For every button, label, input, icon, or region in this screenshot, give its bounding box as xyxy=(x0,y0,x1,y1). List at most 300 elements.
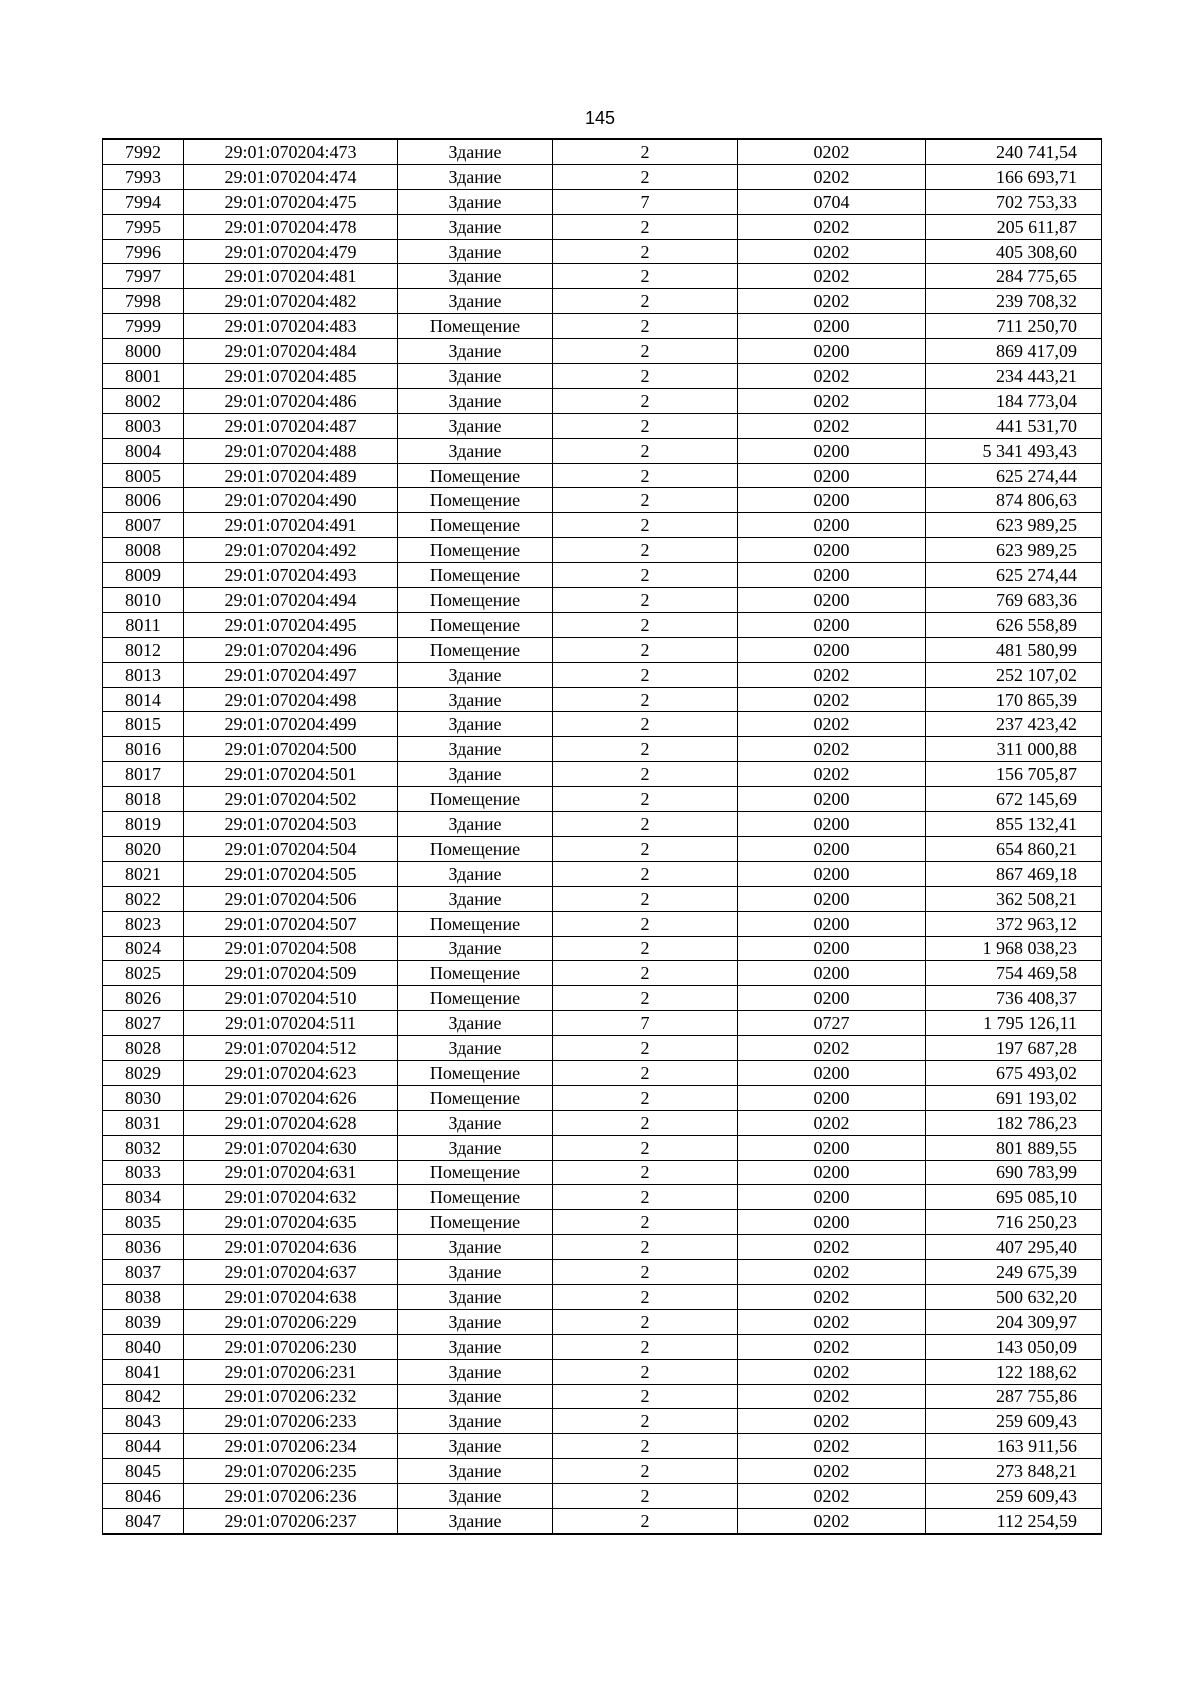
group-cell: 2 xyxy=(553,712,738,737)
code-cell: 0200 xyxy=(738,961,926,986)
object-type-cell: Здание xyxy=(398,339,553,364)
value-cell: 754 469,58 xyxy=(926,961,1102,986)
table-row xyxy=(103,164,1102,189)
table-row xyxy=(103,1210,1102,1235)
code-cell: 0202 xyxy=(738,388,926,413)
value-cell: 1 795 126,11 xyxy=(926,1011,1102,1036)
table-row xyxy=(103,588,1102,613)
object-type-cell: Здание xyxy=(398,164,553,189)
code-cell: 0202 xyxy=(738,239,926,264)
group-cell: 2 xyxy=(553,1384,738,1409)
cadastral-number-cell: 29:01:070204:481 xyxy=(184,264,398,289)
row-number-cell: 8003 xyxy=(103,413,184,438)
cadastral-number-cell: 29:01:070204:505 xyxy=(184,861,398,886)
row-number-cell: 7996 xyxy=(103,239,184,264)
row-number-cell: 8014 xyxy=(103,687,184,712)
code-cell: 0202 xyxy=(738,364,926,389)
value-cell: 362 508,21 xyxy=(926,886,1102,911)
group-cell: 2 xyxy=(553,1060,738,1085)
row-number-cell: 7998 xyxy=(103,289,184,314)
cadastral-number-cell: 29:01:070206:232 xyxy=(184,1384,398,1409)
value-cell: 234 443,21 xyxy=(926,364,1102,389)
group-cell: 2 xyxy=(553,1185,738,1210)
row-number-cell: 8037 xyxy=(103,1260,184,1285)
row-number-cell: 8010 xyxy=(103,588,184,613)
value-cell: 690 783,99 xyxy=(926,1160,1102,1185)
object-type-cell: Помещение xyxy=(398,1160,553,1185)
group-cell: 2 xyxy=(553,1484,738,1509)
table-row xyxy=(103,289,1102,314)
cadastral-number-cell: 29:01:070204:637 xyxy=(184,1260,398,1285)
table-row xyxy=(103,1085,1102,1110)
value-cell: 249 675,39 xyxy=(926,1260,1102,1285)
cadastral-number-cell: 29:01:070204:475 xyxy=(184,189,398,214)
group-cell: 2 xyxy=(553,289,738,314)
object-type-cell: Здание xyxy=(398,886,553,911)
code-cell: 0200 xyxy=(738,538,926,563)
table-row xyxy=(103,662,1102,687)
value-cell: 869 417,09 xyxy=(926,339,1102,364)
code-cell: 0202 xyxy=(738,1384,926,1409)
row-number-cell: 8011 xyxy=(103,612,184,637)
group-cell: 2 xyxy=(553,1235,738,1260)
code-cell: 0200 xyxy=(738,563,926,588)
value-cell: 143 050,09 xyxy=(926,1334,1102,1359)
object-type-cell: Здание xyxy=(398,239,553,264)
object-type-cell: Здание xyxy=(398,936,553,961)
group-cell: 2 xyxy=(553,538,738,563)
code-cell: 0202 xyxy=(738,1110,926,1135)
value-cell: 623 989,25 xyxy=(926,513,1102,538)
cadastral-number-cell: 29:01:070204:489 xyxy=(184,463,398,488)
object-type-cell: Здание xyxy=(398,712,553,737)
code-cell: 0200 xyxy=(738,463,926,488)
object-type-cell: Здание xyxy=(398,364,553,389)
cadastral-number-cell: 29:01:070204:623 xyxy=(184,1060,398,1085)
value-cell: 287 755,86 xyxy=(926,1384,1102,1409)
cadastral-number-cell: 29:01:070204:494 xyxy=(184,588,398,613)
object-type-cell: Здание xyxy=(398,1309,553,1334)
value-cell: 711 250,70 xyxy=(926,314,1102,339)
object-type-cell: Здание xyxy=(398,1359,553,1384)
code-cell: 0202 xyxy=(738,1459,926,1484)
row-number-cell: 8019 xyxy=(103,812,184,837)
row-number-cell: 8009 xyxy=(103,563,184,588)
row-number-cell: 8001 xyxy=(103,364,184,389)
row-number-cell: 8002 xyxy=(103,388,184,413)
row-number-cell: 8043 xyxy=(103,1409,184,1434)
object-type-cell: Помещение xyxy=(398,1085,553,1110)
table-row xyxy=(103,936,1102,961)
cadastral-number-cell: 29:01:070204:490 xyxy=(184,488,398,513)
value-cell: 182 786,23 xyxy=(926,1110,1102,1135)
row-number-cell: 8022 xyxy=(103,886,184,911)
code-cell: 0200 xyxy=(738,637,926,662)
row-number-cell: 8039 xyxy=(103,1309,184,1334)
row-number-cell: 8040 xyxy=(103,1334,184,1359)
table-row xyxy=(103,189,1102,214)
group-cell: 2 xyxy=(553,986,738,1011)
object-type-cell: Здание xyxy=(398,812,553,837)
code-cell: 0200 xyxy=(738,911,926,936)
table-row xyxy=(103,762,1102,787)
code-cell: 0202 xyxy=(738,1508,926,1533)
code-cell: 0200 xyxy=(738,886,926,911)
value-cell: 874 806,63 xyxy=(926,488,1102,513)
table-row xyxy=(103,339,1102,364)
group-cell: 2 xyxy=(553,1284,738,1309)
table-row xyxy=(103,488,1102,513)
table-row xyxy=(103,1135,1102,1160)
cadastral-number-cell: 29:01:070204:483 xyxy=(184,314,398,339)
table-body xyxy=(103,139,1102,1534)
object-type-cell: Здание xyxy=(398,762,553,787)
group-cell: 2 xyxy=(553,1110,738,1135)
table-row xyxy=(103,1434,1102,1459)
row-number-cell: 8023 xyxy=(103,911,184,936)
code-cell: 0200 xyxy=(738,1135,926,1160)
value-cell: 625 274,44 xyxy=(926,563,1102,588)
group-cell: 2 xyxy=(553,787,738,812)
table-row xyxy=(103,637,1102,662)
group-cell: 2 xyxy=(553,364,738,389)
value-cell: 654 860,21 xyxy=(926,836,1102,861)
code-cell: 0202 xyxy=(738,214,926,239)
cadastral-number-cell: 29:01:070204:504 xyxy=(184,836,398,861)
group-cell: 2 xyxy=(553,463,738,488)
code-cell: 0200 xyxy=(738,314,926,339)
value-cell: 239 708,32 xyxy=(926,289,1102,314)
value-cell: 675 493,02 xyxy=(926,1060,1102,1085)
object-type-cell: Помещение xyxy=(398,463,553,488)
value-cell: 205 611,87 xyxy=(926,214,1102,239)
table-row xyxy=(103,264,1102,289)
row-number-cell: 8008 xyxy=(103,538,184,563)
row-number-cell: 8016 xyxy=(103,737,184,762)
group-cell: 2 xyxy=(553,339,738,364)
group-cell: 2 xyxy=(553,513,738,538)
row-number-cell: 8047 xyxy=(103,1508,184,1533)
table-row xyxy=(103,139,1102,164)
table-row xyxy=(103,612,1102,637)
code-cell: 0200 xyxy=(738,787,926,812)
group-cell: 2 xyxy=(553,762,738,787)
value-cell: 441 531,70 xyxy=(926,413,1102,438)
value-cell: 204 309,97 xyxy=(926,1309,1102,1334)
object-type-cell: Здание xyxy=(398,1260,553,1285)
code-cell: 0200 xyxy=(738,1060,926,1085)
value-cell: 259 609,43 xyxy=(926,1409,1102,1434)
object-type-cell: Здание xyxy=(398,264,553,289)
object-type-cell: Помещение xyxy=(398,1210,553,1235)
cadastral-number-cell: 29:01:070206:237 xyxy=(184,1508,398,1533)
object-type-cell: Здание xyxy=(398,687,553,712)
object-type-cell: Помещение xyxy=(398,986,553,1011)
object-type-cell: Здание xyxy=(398,1284,553,1309)
cadastral-number-cell: 29:01:070204:484 xyxy=(184,339,398,364)
table-row xyxy=(103,687,1102,712)
row-number-cell: 8007 xyxy=(103,513,184,538)
code-cell: 0202 xyxy=(738,1235,926,1260)
cadastral-number-cell: 29:01:070204:499 xyxy=(184,712,398,737)
row-number-cell: 7992 xyxy=(103,139,184,164)
code-cell: 0202 xyxy=(738,1260,926,1285)
cadastral-number-cell: 29:01:070204:509 xyxy=(184,961,398,986)
code-cell: 0200 xyxy=(738,836,926,861)
code-cell: 0202 xyxy=(738,139,926,164)
object-type-cell: Помещение xyxy=(398,538,553,563)
group-cell: 2 xyxy=(553,413,738,438)
cadastral-number-cell: 29:01:070206:234 xyxy=(184,1434,398,1459)
table-row xyxy=(103,438,1102,463)
code-cell: 0202 xyxy=(738,413,926,438)
row-number-cell: 8029 xyxy=(103,1060,184,1085)
code-cell: 0202 xyxy=(738,1409,926,1434)
cadastral-number-cell: 29:01:070204:630 xyxy=(184,1135,398,1160)
table-row xyxy=(103,1185,1102,1210)
cadastral-number-cell: 29:01:070204:500 xyxy=(184,737,398,762)
cadastral-number-cell: 29:01:070204:492 xyxy=(184,538,398,563)
row-number-cell: 8030 xyxy=(103,1085,184,1110)
cadastral-value-table xyxy=(102,138,1102,1535)
row-number-cell: 8004 xyxy=(103,438,184,463)
group-cell: 2 xyxy=(553,612,738,637)
cadastral-number-cell: 29:01:070204:478 xyxy=(184,214,398,239)
object-type-cell: Помещение xyxy=(398,911,553,936)
value-cell: 500 632,20 xyxy=(926,1284,1102,1309)
group-cell: 2 xyxy=(553,1508,738,1533)
object-type-cell: Помещение xyxy=(398,961,553,986)
object-type-cell: Здание xyxy=(398,1409,553,1434)
object-type-cell: Здание xyxy=(398,388,553,413)
table-row xyxy=(103,1309,1102,1334)
value-cell: 284 775,65 xyxy=(926,264,1102,289)
value-cell: 240 741,54 xyxy=(926,139,1102,164)
code-cell: 0202 xyxy=(738,1309,926,1334)
object-type-cell: Помещение xyxy=(398,836,553,861)
value-cell: 156 705,87 xyxy=(926,762,1102,787)
value-cell: 626 558,89 xyxy=(926,612,1102,637)
group-cell: 2 xyxy=(553,1135,738,1160)
row-number-cell: 8028 xyxy=(103,1036,184,1061)
object-type-cell: Здание xyxy=(398,1135,553,1160)
table-row xyxy=(103,961,1102,986)
group-cell: 2 xyxy=(553,1085,738,1110)
code-cell: 0200 xyxy=(738,1185,926,1210)
row-number-cell: 8031 xyxy=(103,1110,184,1135)
row-number-cell: 8012 xyxy=(103,637,184,662)
cadastral-number-cell: 29:01:070206:230 xyxy=(184,1334,398,1359)
value-cell: 237 423,42 xyxy=(926,712,1102,737)
code-cell: 0202 xyxy=(738,712,926,737)
row-number-cell: 8032 xyxy=(103,1135,184,1160)
code-cell: 0200 xyxy=(738,1085,926,1110)
code-cell: 0202 xyxy=(738,1484,926,1509)
cadastral-number-cell: 29:01:070204:491 xyxy=(184,513,398,538)
code-cell: 0202 xyxy=(738,1359,926,1384)
row-number-cell: 8036 xyxy=(103,1235,184,1260)
code-cell: 0202 xyxy=(738,662,926,687)
code-cell: 0200 xyxy=(738,812,926,837)
cadastral-number-cell: 29:01:070204:635 xyxy=(184,1210,398,1235)
cadastral-number-cell: 29:01:070204:628 xyxy=(184,1110,398,1135)
cadastral-number-cell: 29:01:070204:485 xyxy=(184,364,398,389)
cadastral-number-cell: 29:01:070204:512 xyxy=(184,1036,398,1061)
object-type-cell: Здание xyxy=(398,214,553,239)
object-type-cell: Здание xyxy=(398,1459,553,1484)
object-type-cell: Помещение xyxy=(398,513,553,538)
code-cell: 0200 xyxy=(738,488,926,513)
cadastral-number-cell: 29:01:070204:486 xyxy=(184,388,398,413)
code-cell: 0202 xyxy=(738,1434,926,1459)
table-row xyxy=(103,1284,1102,1309)
object-type-cell: Здание xyxy=(398,1036,553,1061)
table-row xyxy=(103,1160,1102,1185)
object-type-cell: Здание xyxy=(398,1235,553,1260)
table-row xyxy=(103,538,1102,563)
group-cell: 2 xyxy=(553,886,738,911)
object-type-cell: Здание xyxy=(398,189,553,214)
row-number-cell: 8013 xyxy=(103,662,184,687)
table-row xyxy=(103,463,1102,488)
code-cell: 0202 xyxy=(738,1334,926,1359)
table-row xyxy=(103,239,1102,264)
value-cell: 184 773,04 xyxy=(926,388,1102,413)
row-number-cell: 8042 xyxy=(103,1384,184,1409)
object-type-cell: Помещение xyxy=(398,588,553,613)
object-type-cell: Здание xyxy=(398,438,553,463)
row-number-cell: 8005 xyxy=(103,463,184,488)
group-cell: 2 xyxy=(553,164,738,189)
group-cell: 2 xyxy=(553,1210,738,1235)
value-cell: 5 341 493,43 xyxy=(926,438,1102,463)
group-cell: 2 xyxy=(553,1036,738,1061)
value-cell: 481 580,99 xyxy=(926,637,1102,662)
table-row xyxy=(103,1110,1102,1135)
row-number-cell: 7993 xyxy=(103,164,184,189)
object-type-cell: Здание xyxy=(398,1011,553,1036)
cadastral-number-cell: 29:01:070206:236 xyxy=(184,1484,398,1509)
object-type-cell: Здание xyxy=(398,1484,553,1509)
value-cell: 259 609,43 xyxy=(926,1484,1102,1509)
value-cell: 855 132,41 xyxy=(926,812,1102,837)
value-cell: 273 848,21 xyxy=(926,1459,1102,1484)
code-cell: 0202 xyxy=(738,289,926,314)
row-number-cell: 8033 xyxy=(103,1160,184,1185)
cadastral-number-cell: 29:01:070206:233 xyxy=(184,1409,398,1434)
row-number-cell: 8046 xyxy=(103,1484,184,1509)
table-row xyxy=(103,1260,1102,1285)
value-cell: 163 911,56 xyxy=(926,1434,1102,1459)
value-cell: 672 145,69 xyxy=(926,787,1102,812)
cadastral-number-cell: 29:01:070204:495 xyxy=(184,612,398,637)
group-cell: 2 xyxy=(553,1260,738,1285)
code-cell: 0200 xyxy=(738,936,926,961)
table-row xyxy=(103,861,1102,886)
group-cell: 7 xyxy=(553,189,738,214)
group-cell: 2 xyxy=(553,388,738,413)
object-type-cell: Здание xyxy=(398,737,553,762)
table-row xyxy=(103,1334,1102,1359)
table-row xyxy=(103,1409,1102,1434)
row-number-cell: 8044 xyxy=(103,1434,184,1459)
page-number: 145 xyxy=(584,108,616,128)
table-row xyxy=(103,986,1102,1011)
code-cell: 0727 xyxy=(738,1011,926,1036)
group-cell: 2 xyxy=(553,488,738,513)
code-cell: 0200 xyxy=(738,986,926,1011)
value-cell: 1 968 038,23 xyxy=(926,936,1102,961)
object-type-cell: Здание xyxy=(398,1384,553,1409)
code-cell: 0200 xyxy=(738,1160,926,1185)
group-cell: 2 xyxy=(553,1359,738,1384)
row-number-cell: 8021 xyxy=(103,861,184,886)
value-cell: 311 000,88 xyxy=(926,737,1102,762)
object-type-cell: Здание xyxy=(398,861,553,886)
object-type-cell: Помещение xyxy=(398,314,553,339)
row-number-cell: 8024 xyxy=(103,936,184,961)
row-number-cell: 8035 xyxy=(103,1210,184,1235)
cadastral-number-cell: 29:01:070204:496 xyxy=(184,637,398,662)
object-type-cell: Помещение xyxy=(398,1060,553,1085)
row-number-cell: 7994 xyxy=(103,189,184,214)
group-cell: 2 xyxy=(553,563,738,588)
cadastral-number-cell: 29:01:070204:510 xyxy=(184,986,398,1011)
cadastral-number-cell: 29:01:070204:487 xyxy=(184,413,398,438)
group-cell: 2 xyxy=(553,264,738,289)
value-cell: 736 408,37 xyxy=(926,986,1102,1011)
row-number-cell: 8027 xyxy=(103,1011,184,1036)
cadastral-number-cell: 29:01:070204:508 xyxy=(184,936,398,961)
table-row xyxy=(103,1359,1102,1384)
value-cell: 197 687,28 xyxy=(926,1036,1102,1061)
value-cell: 695 085,10 xyxy=(926,1185,1102,1210)
cadastral-number-cell: 29:01:070204:493 xyxy=(184,563,398,588)
cadastral-number-cell: 29:01:070204:502 xyxy=(184,787,398,812)
value-cell: 716 250,23 xyxy=(926,1210,1102,1235)
group-cell: 2 xyxy=(553,662,738,687)
cadastral-number-cell: 29:01:070204:503 xyxy=(184,812,398,837)
table-row xyxy=(103,513,1102,538)
group-cell: 2 xyxy=(553,911,738,936)
row-number-cell: 8026 xyxy=(103,986,184,1011)
row-number-cell: 8017 xyxy=(103,762,184,787)
value-cell: 702 753,33 xyxy=(926,189,1102,214)
group-cell: 2 xyxy=(553,961,738,986)
cadastral-number-cell: 29:01:070204:479 xyxy=(184,239,398,264)
cadastral-number-cell: 29:01:070204:636 xyxy=(184,1235,398,1260)
group-cell: 2 xyxy=(553,239,738,264)
object-type-cell: Помещение xyxy=(398,787,553,812)
group-cell: 2 xyxy=(553,214,738,239)
table-row xyxy=(103,886,1102,911)
object-type-cell: Здание xyxy=(398,1334,553,1359)
table-row xyxy=(103,214,1102,239)
cadastral-number-cell: 29:01:070204:473 xyxy=(184,139,398,164)
row-number-cell: 7995 xyxy=(103,214,184,239)
cadastral-number-cell: 29:01:070204:488 xyxy=(184,438,398,463)
row-number-cell: 8034 xyxy=(103,1185,184,1210)
group-cell: 2 xyxy=(553,438,738,463)
group-cell: 2 xyxy=(553,1459,738,1484)
group-cell: 2 xyxy=(553,1160,738,1185)
cadastral-number-cell: 29:01:070204:511 xyxy=(184,1011,398,1036)
code-cell: 0200 xyxy=(738,513,926,538)
code-cell: 0202 xyxy=(738,687,926,712)
row-number-cell: 8015 xyxy=(103,712,184,737)
row-number-cell: 8006 xyxy=(103,488,184,513)
object-type-cell: Здание xyxy=(398,1110,553,1135)
